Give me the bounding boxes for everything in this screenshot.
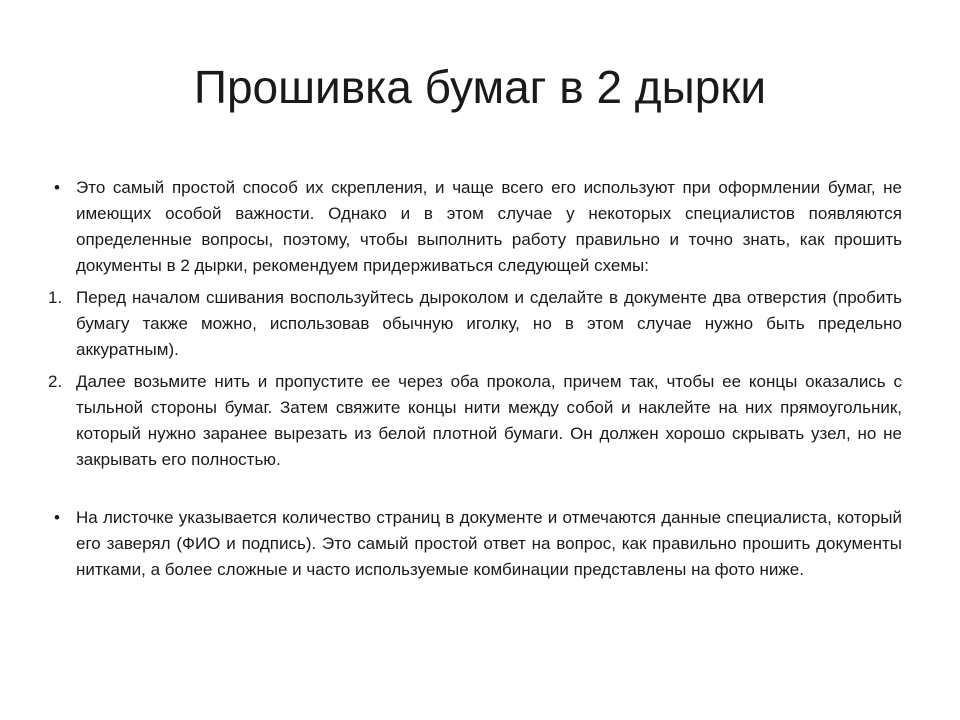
- numbered-text-1: Перед началом сшивания воспользуйтесь дыроколом и сделайте в документе два отверстия (пробить бумагу также можно, использовав обычную иголку, но в этом случае нужно быть предельно аккуратным).: [76, 288, 902, 359]
- numbered-item-2: [48, 369, 902, 473]
- bullet-text-intro: Это самый простой способ их скрепления, и чаще всего его используют при оформлении бумаг, не имеющих особой важности. Однако и в этом случае у некоторых специалистов появляются определенные вопросы, поэтому, чтобы выполнить работу правильно и точно знать, как прошить документы в 2 дырки, рекомендуем придерживаться следующей схемы:: [76, 178, 902, 275]
- number-marker-1: 1.: [48, 288, 63, 307]
- bullet-item-intro: [48, 175, 902, 279]
- bullet-item-closing: [48, 505, 902, 583]
- slide-body: [48, 175, 902, 589]
- bullet-marker: •: [54, 508, 60, 527]
- slide-title: Прошивка бумаг в 2 дырки: [193, 61, 767, 113]
- bullet-marker: •: [54, 178, 60, 197]
- number-marker-2: 2.: [48, 372, 63, 391]
- bullet-text-closing: На листочке указывается количество страниц в документе и отмечаются данные специалиста, который его заверял (ФИО и подпись). Это самый простой ответ на вопрос, как правильно прошить документы нитками, а более сложные и часто используемые комбинации представлены на фото ниже.: [76, 508, 902, 579]
- numbered-item-1: [48, 285, 902, 363]
- numbered-text-2: Далее возьмите нить и пропустите ее через оба прокола, причем так, чтобы ее концы оказались с тыльной стороны бумаг. Затем свяжите концы нити между собой и наклейте на них прямоугольник, который нужно заранее вырезать из белой плотной бумаги. Он должен хорошо скрывать узел, но не закрывать его полностью.: [76, 372, 902, 469]
- spacer: [48, 479, 902, 505]
